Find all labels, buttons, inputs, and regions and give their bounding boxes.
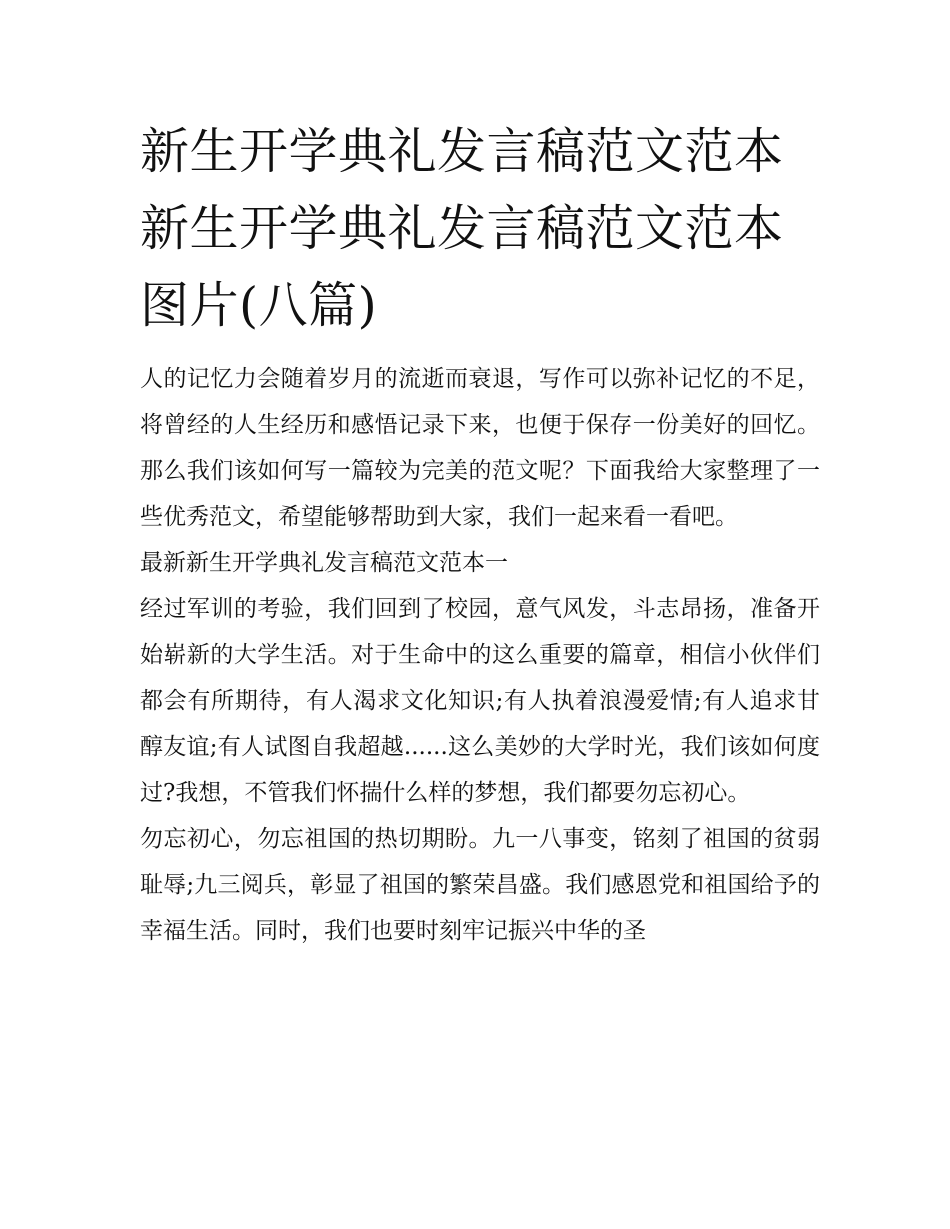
body-paragraph-1: 经过军训的考验，我们回到了校园，意气风发，斗志昂扬，准备开始崭新的大学生活。对于生命中的这么重要的篇章，相信小伙伴们都会有所期待，有人渴求文化知识;有人执着浪漫爱情;有人追求甘醇友谊;有人试图自我超越......这么美妙的大学时光，我们该如何度过?我想，不管我们怀揣什么样的梦想，我们都要勿忘初心。 xyxy=(140,596,820,806)
title-line-3: 图片(八篇) xyxy=(140,277,378,334)
title-line-2: 新生开学典礼发言稿范文范本 xyxy=(140,200,784,257)
body-paragraph-2: 勿忘初心，勿忘祖国的热切期盼。九一八事变，铭刻了祖国的贫弱耻辱;九三阅兵，彰显了祖国的繁荣昌盛。我们感恩党和祖国给予的幸福生活。同时，我们也要时刻牢记振兴中华的圣 xyxy=(140,826,820,944)
section-heading: 最新新生开学典礼发言稿范文范本一 xyxy=(140,550,508,576)
title-line-1: 新生开学典礼发言稿范文范本 xyxy=(140,123,784,180)
intro-paragraph: 人的记忆力会随着岁月的流逝而衰退，写作可以弥补记忆的不足，将曾经的人生经历和感悟记录下来，也便于保存一份美好的回忆。那么我们该如何写一篇较为完美的范文呢？下面我给大家整理了一些优秀范文，希望能够帮助到大家，我们一起来看一看吧。 xyxy=(140,366,820,530)
document-body xyxy=(140,356,820,954)
document-title xyxy=(140,113,820,344)
